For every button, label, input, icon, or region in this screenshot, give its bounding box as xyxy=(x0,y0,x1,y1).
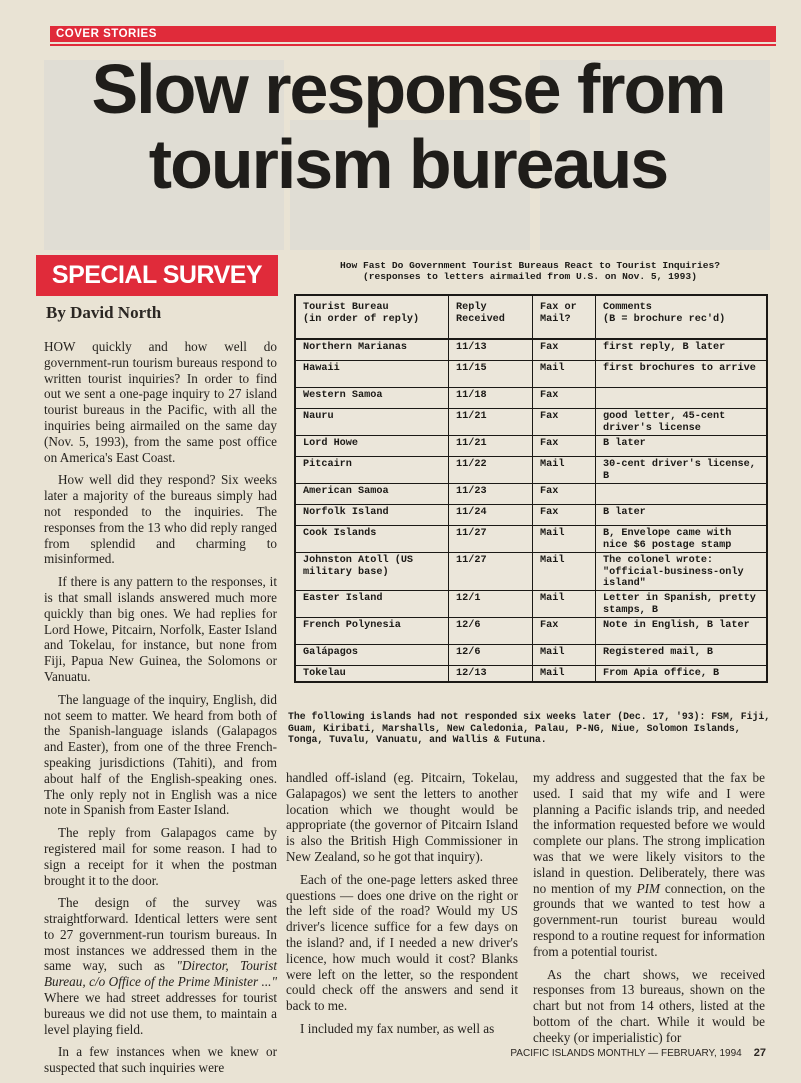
cell-via: Mail xyxy=(533,457,596,483)
special-survey-banner: SPECIAL SURVEY xyxy=(36,255,278,296)
cell-received: 11/22 xyxy=(449,457,533,483)
cell-received: 12/6 xyxy=(449,645,533,665)
table-row xyxy=(296,457,766,484)
cell-via: Mail xyxy=(533,361,596,387)
cell-via: Mail xyxy=(533,645,596,665)
cell-comment: Letter in Spanish, pretty stamps, B xyxy=(603,593,756,616)
article-column-3 xyxy=(533,770,765,1053)
text-run: Where we had street addresses for tourist bureaus we did not use them, to maintain a level playing field. xyxy=(44,990,277,1037)
cell-bureau: Cook Islands xyxy=(296,526,449,552)
cell-bureau: Tokelau xyxy=(296,666,449,681)
header-text: Tourist Bureau xyxy=(303,302,389,313)
paragraph: How well did they respond? Six weeks later a majority of the bureaus simply had not responded to the inquiries. The responses from the 13 who did reply ranged from splendid and charming to misinformed. xyxy=(44,472,277,567)
cell-received: 11/21 xyxy=(449,436,533,456)
header-text: (B = brochure rec'd) xyxy=(603,313,726,325)
text-run: my address and suggested that the fax be used. I said that my wife and I were planning a Pacific islands trip, and needed the information requested before we would complete our plans. The strong implication was that we were likely visitors to the island in question. Deliberately, there was no mention of my xyxy=(533,770,765,896)
article-column-2 xyxy=(286,770,518,1044)
table-row xyxy=(296,436,766,457)
cell-bureau: Johnston Atoll (US military base) xyxy=(296,553,449,590)
cell-received: 12/6 xyxy=(449,618,533,644)
byline: By David North xyxy=(46,303,162,322)
table-row xyxy=(296,361,766,388)
header-text: Reply xyxy=(456,302,487,313)
header-bureau xyxy=(296,296,449,338)
cell-comment: Registered mail, B xyxy=(603,647,714,658)
paragraph: handled off-island (eg. Pitcairn, Tokelau, Galapagos) we sent the letters to another location which we thought would be appropriate (the governor of Pitcairn Island is also the British High Commissioner in New Zealand, so he got that inquiry). xyxy=(286,770,518,864)
cell-comment xyxy=(596,484,766,504)
section-label: COVER STORIES xyxy=(56,28,157,40)
table-title xyxy=(288,260,772,282)
table-row xyxy=(296,388,766,409)
table-note: The following islands had not responded six weeks later (Dec. 17, '93): FSM, Fiji, Guam, Kiribati, Marshalls, New Caledonia, Palau, P-NG, Niue, Solomon Islands, Tonga, Tuvalu, Vanuatu, and Wallis & Futuna. xyxy=(288,711,771,745)
table-row xyxy=(296,666,766,681)
paragraph: I included my fax number, as well as xyxy=(300,1020,495,1036)
cell-bureau: French Polynesia xyxy=(296,618,449,644)
table-row xyxy=(296,409,766,436)
table-title-line-1: How Fast Do Government Tourist Bureaus React to Tourist Inquiries? xyxy=(340,260,720,271)
cell-bureau: Galápagos xyxy=(296,645,449,665)
cell-received: 11/15 xyxy=(449,361,533,387)
paragraph xyxy=(533,770,765,960)
cell-comment: Note in English, B later xyxy=(603,620,750,631)
cell-bureau: Western Samoa xyxy=(296,388,449,408)
header-comments xyxy=(596,296,766,338)
paragraph: HOW quickly and how well do government-run tourism bureaus respond to written tourist inquiries? In order to find out we sent a one-page inquiry to 27 island tourist bureaus in the Pacific, with all the inquiries being airmailed on the same day (Nov. 5, 1993), from the same post office on America's East Coast. xyxy=(44,339,277,465)
cell-via: Fax xyxy=(533,505,596,525)
headline-line-1: Slow response from xyxy=(91,50,725,128)
paragraph: In a few instances when we knew or suspected that such inquiries were xyxy=(44,1044,277,1076)
cell-bureau: Hawaii xyxy=(296,361,449,387)
paragraph: Each of the one-page letters asked three questions — does one drive on the right or the left side of the road? Would my US driver's licence suffice for a few days on the island? and, if I needed a new driver's licence, how much would it cost? Blanks were left on the letter, so the respondent could check off the answers and send it back to me. xyxy=(286,871,518,1014)
paragraph: The language of the inquiry, English, did not seem to matter. We heard from both of the Spanish-language islands (Galapagos and Easter), from one of the three French-speaking jurisdictions (Tahiti), and from about half of the English-speaking ones. The only reply not in English was a nice note in Spanish from Easter Island. xyxy=(44,691,277,818)
cell-via: Mail xyxy=(533,526,596,552)
article-column-1 xyxy=(44,339,277,1083)
cell-comment: The colonel wrote: "official-business-only island" xyxy=(603,555,744,589)
cell-via: Fax xyxy=(533,388,596,408)
header-received xyxy=(449,296,533,338)
publication-info: PACIFIC ISLANDS MONTHLY — FEBRUARY, 1994 xyxy=(510,1048,742,1059)
cell-via: Mail xyxy=(533,553,596,590)
table-row xyxy=(296,526,766,553)
table-row xyxy=(296,484,766,505)
page-number: 27 xyxy=(753,1047,766,1059)
table-row xyxy=(296,591,766,618)
cell-received: 11/27 xyxy=(449,526,533,552)
cell-received: 12/1 xyxy=(449,591,533,617)
paragraph: As the chart shows, we received responses from 13 bureaus, shown on the chart but not from 14 others, listed at the bottom of the chart. While it would be cheeky (or imperialistic) for xyxy=(533,966,765,1045)
cell-bureau: Pitcairn xyxy=(296,457,449,483)
cell-via: Fax xyxy=(533,484,596,504)
cell-received: 11/23 xyxy=(449,484,533,504)
table-row xyxy=(296,340,766,361)
cell-comment: From Apia office, B xyxy=(603,668,720,679)
paragraph: The reply from Galapagos came by registered mail for some reason. I had to sign a receipt for it when the postman brought it to the door. xyxy=(44,825,277,888)
headline-line-2: tourism bureaus xyxy=(148,125,668,203)
cell-received: 11/13 xyxy=(449,340,533,360)
cell-comment xyxy=(596,388,766,408)
cell-via: Fax xyxy=(533,409,596,435)
table-row xyxy=(296,505,766,526)
paragraph: If there is any pattern to the responses, it is that small islands answered much more quickly than big ones. We had replies for Lord Howe, Pitcairn, Norfolk, Easter Island and Tokelau, for instance, but none from Fiji, Papua New Guinea, the Solomons or Vanuatu. xyxy=(44,574,277,684)
cell-comment: first brochures to arrive xyxy=(603,363,756,374)
table-row xyxy=(296,618,766,645)
text-run: connection, on the grounds that we wanted to test how a government-run tourist bureau would respond to a routine request for information from a potential tourist. xyxy=(533,880,765,959)
page-footer xyxy=(480,1047,766,1059)
cell-received: 12/13 xyxy=(449,666,533,681)
cell-bureau: Nauru xyxy=(296,409,449,435)
cell-via: Mail xyxy=(533,591,596,617)
header-text: (in order of reply) xyxy=(303,313,420,325)
cell-bureau: American Samoa xyxy=(296,484,449,504)
table-row xyxy=(296,553,766,591)
table-row xyxy=(296,645,766,666)
response-table xyxy=(294,294,768,683)
section-banner xyxy=(50,26,776,42)
cell-comment: good letter, 45-cent driver's license xyxy=(603,411,726,434)
section-rule xyxy=(50,44,776,46)
cell-bureau: Norfolk Island xyxy=(296,505,449,525)
header-text: Fax or xyxy=(540,302,577,313)
cell-comment: B, Envelope came with nice $6 postage stamp xyxy=(603,528,732,551)
header-via xyxy=(533,296,596,338)
cell-via: Mail xyxy=(533,666,596,681)
cell-via: Fax xyxy=(533,618,596,644)
cell-received: 11/18 xyxy=(449,388,533,408)
italic-address: "Director, Tourist Bureau, c/o Office of the Prime Minister ..." xyxy=(44,958,277,990)
italic-pim: PIM xyxy=(636,880,661,896)
headline xyxy=(40,52,776,202)
cell-comment: 30-cent driver's license, B xyxy=(603,459,756,482)
cell-bureau: Northern Marianas xyxy=(296,340,449,360)
paragraph xyxy=(44,895,277,1037)
header-text: Comments xyxy=(603,302,652,313)
header-text: Mail? xyxy=(540,313,571,325)
cell-comment: first reply, B later xyxy=(603,342,726,353)
header-text: Received xyxy=(456,313,505,325)
text-run: The design of the survey was straightforward. Identical letters were sent to 27 government-run tourism bureaus. In most instances we addressed them in the same way, such as xyxy=(44,895,277,974)
cell-comment: B later xyxy=(603,438,646,449)
cell-received: 11/27 xyxy=(449,553,533,590)
cell-received: 11/21 xyxy=(449,409,533,435)
cell-bureau: Easter Island xyxy=(296,591,449,617)
cell-bureau: Lord Howe xyxy=(296,436,449,456)
cell-via: Fax xyxy=(533,340,596,360)
cell-received: 11/24 xyxy=(449,505,533,525)
cell-comment: B later xyxy=(603,507,646,518)
table-header-row xyxy=(296,296,766,340)
table-title-line-2: (responses to letters airmailed from U.S. on Nov. 5, 1993) xyxy=(363,271,697,282)
cell-via: Fax xyxy=(533,436,596,456)
table-body xyxy=(296,340,766,681)
